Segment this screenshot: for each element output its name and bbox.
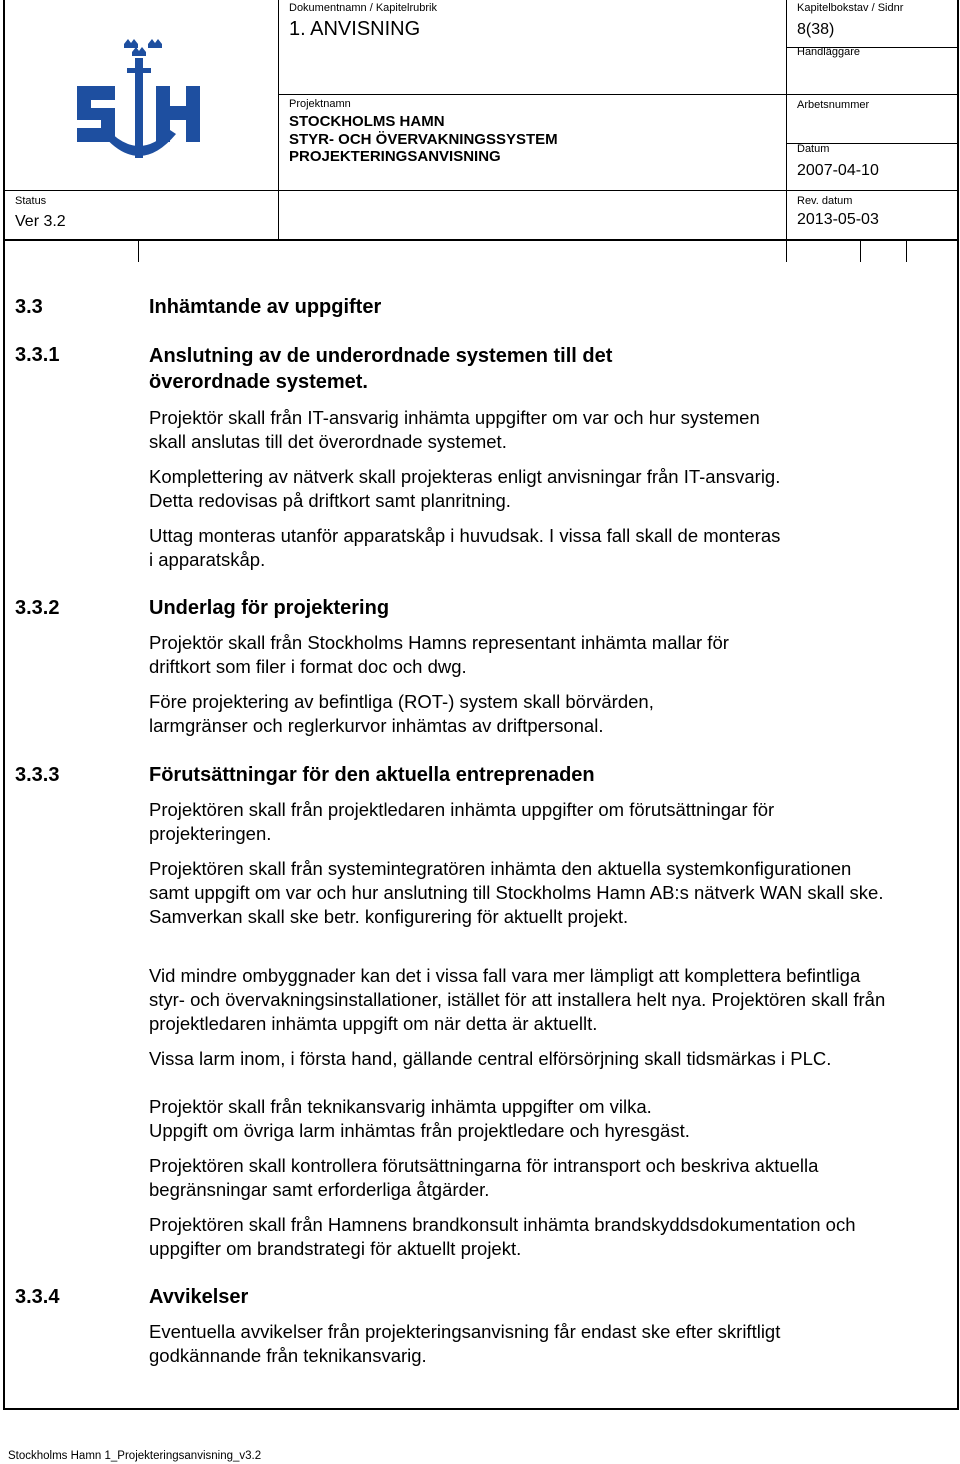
- paragraph: Komplettering av nätverk skall projekteras enligt anvisningar från IT-ansvarig. Detta redovisas på driftkort samt planritning.: [149, 466, 781, 511]
- date-value: 2007-04-10: [797, 162, 879, 179]
- ruler-tick: [138, 241, 139, 262]
- body-border-right: [957, 240, 959, 1410]
- status-value: Ver 3.2: [15, 213, 66, 230]
- section-number: 3.3.4: [15, 1286, 60, 1308]
- header-divider-right: [786, 0, 787, 240]
- section-title: Anslutning av de underordnade systemen till det överordnade systemet.: [149, 345, 613, 393]
- section-number: 3.3: [15, 296, 43, 318]
- status-label: Status: [15, 195, 47, 207]
- header-border-right: [957, 0, 959, 240]
- paragraph: Projektören skall från systemintegratören inhämta den aktuella systemkonfigurationen samt uppgift om var och hur anslutning till Stockholms Hamn AB:s nätverk WAN skall ske. Samverkan skall ske betr. konfigurering för aktuellt projekt.: [149, 858, 884, 927]
- paragraph: Eventuella avvikelser från projekteringsanvisning får endast ske efter skriftligt godkännande från teknikansvarig.: [149, 1321, 781, 1366]
- section-number: 3.3.1: [15, 344, 60, 366]
- section-title: Förutsättningar för den aktuella entreprenaden: [149, 764, 595, 786]
- section-title: Underlag för projektering: [149, 597, 390, 619]
- section-title: Inhämtande av uppgifter: [149, 296, 382, 318]
- ruler-tick: [860, 241, 861, 262]
- header-rule-2: [278, 94, 958, 95]
- doc-name-label: Dokumentnamn / Kapitelrubrik: [289, 2, 437, 14]
- company-logo-graphic: [72, 38, 208, 170]
- paragraph: Vissa larm inom, i första hand, gällande central elförsörjning skall tidsmärkas i PLC.: [149, 1048, 832, 1069]
- header-border-bottom: [3, 239, 959, 241]
- body-border-bottom: [3, 1408, 959, 1410]
- paragraph: Projektör skall från teknikansvarig inhämta uppgifter om vilka.: [149, 1096, 652, 1117]
- header-rule-4: [3, 190, 958, 191]
- ruler-tick: [906, 241, 907, 262]
- section-title: Avvikelser: [149, 1286, 249, 1308]
- project-name-line: STOCKHOLMS HAMN: [289, 113, 445, 130]
- header-border-left: [3, 0, 5, 240]
- handler-label: Handläggare: [797, 46, 860, 58]
- paragraph: Uttag monteras utanför apparatskåp i huvudsak. I vissa fall skall de monteras i apparatskåp.: [149, 525, 781, 570]
- doc-name: 1. ANVISNING: [289, 18, 421, 40]
- rev-date-label: Rev. datum: [797, 195, 853, 207]
- paragraph: Projektör skall från IT-ansvarig inhämta uppgifter om var och hur systemen skall anslutas till det överordnade systemet.: [149, 407, 760, 452]
- logo-text: SH: [72, 38, 74, 39]
- body-border-left: [3, 240, 5, 1410]
- paragraph: Projektören skall från projektledaren inhämta uppgifter om förutsättningar för projekteringen.: [149, 799, 775, 844]
- page-number: 8(38): [797, 21, 835, 38]
- paragraph: Uppgift om övriga larm inhämtas från projektledare och hyresgäst.: [149, 1120, 690, 1141]
- paragraph: Projektören skall från Hamnens brandkonsult inhämta brandskyddsdokumentation och uppgifter om brandstrategi för aktuellt projekt.: [149, 1214, 856, 1259]
- project-name-line: PROJEKTERINGSANVISNING: [289, 148, 501, 165]
- footer-filename: Stockholms Hamn 1_Projekteringsanvisning_v3.2: [8, 1450, 262, 1462]
- date-label: Datum: [797, 143, 830, 155]
- work-number-label: Arbetsnummer: [797, 99, 870, 111]
- paragraph: Projektören skall kontrollera förutsättningarna för intransport och beskriva aktuella begränsningar samt erforderliga åtgärder.: [149, 1155, 819, 1200]
- paragraph: Projektör skall från Stockholms Hamns representant inhämta mallar för driftkort som filer i format doc och dwg.: [149, 632, 729, 677]
- paragraph: Vid mindre ombyggnader kan det i vissa fall vara mer lämpligt att komplettera befintliga styr- och övervakningsinstallationer, istället för att installera helt nya. Projektören skall från projektledaren inhämta uppgift om när detta är aktuellt.: [149, 965, 886, 1034]
- header-divider-left: [278, 0, 279, 240]
- section-number: 3.3.2: [15, 597, 60, 619]
- rev-date-value: 2013-05-03: [797, 211, 879, 228]
- project-label: Projektnamn: [289, 98, 351, 110]
- project-name-line: STYR- OCH ÖVERVAKNINGSSYSTEM: [289, 131, 558, 148]
- ruler-tick: [786, 241, 787, 262]
- chapter-page-label: Kapitelbokstav / Sidnr: [797, 2, 904, 14]
- paragraph: Före projektering av befintliga (ROT-) system skall börvärden, larmgränser och reglerkurvor inhämtas av driftpersonal.: [149, 691, 654, 736]
- company-logo: [72, 38, 208, 170]
- section-number: 3.3.3: [15, 764, 60, 786]
